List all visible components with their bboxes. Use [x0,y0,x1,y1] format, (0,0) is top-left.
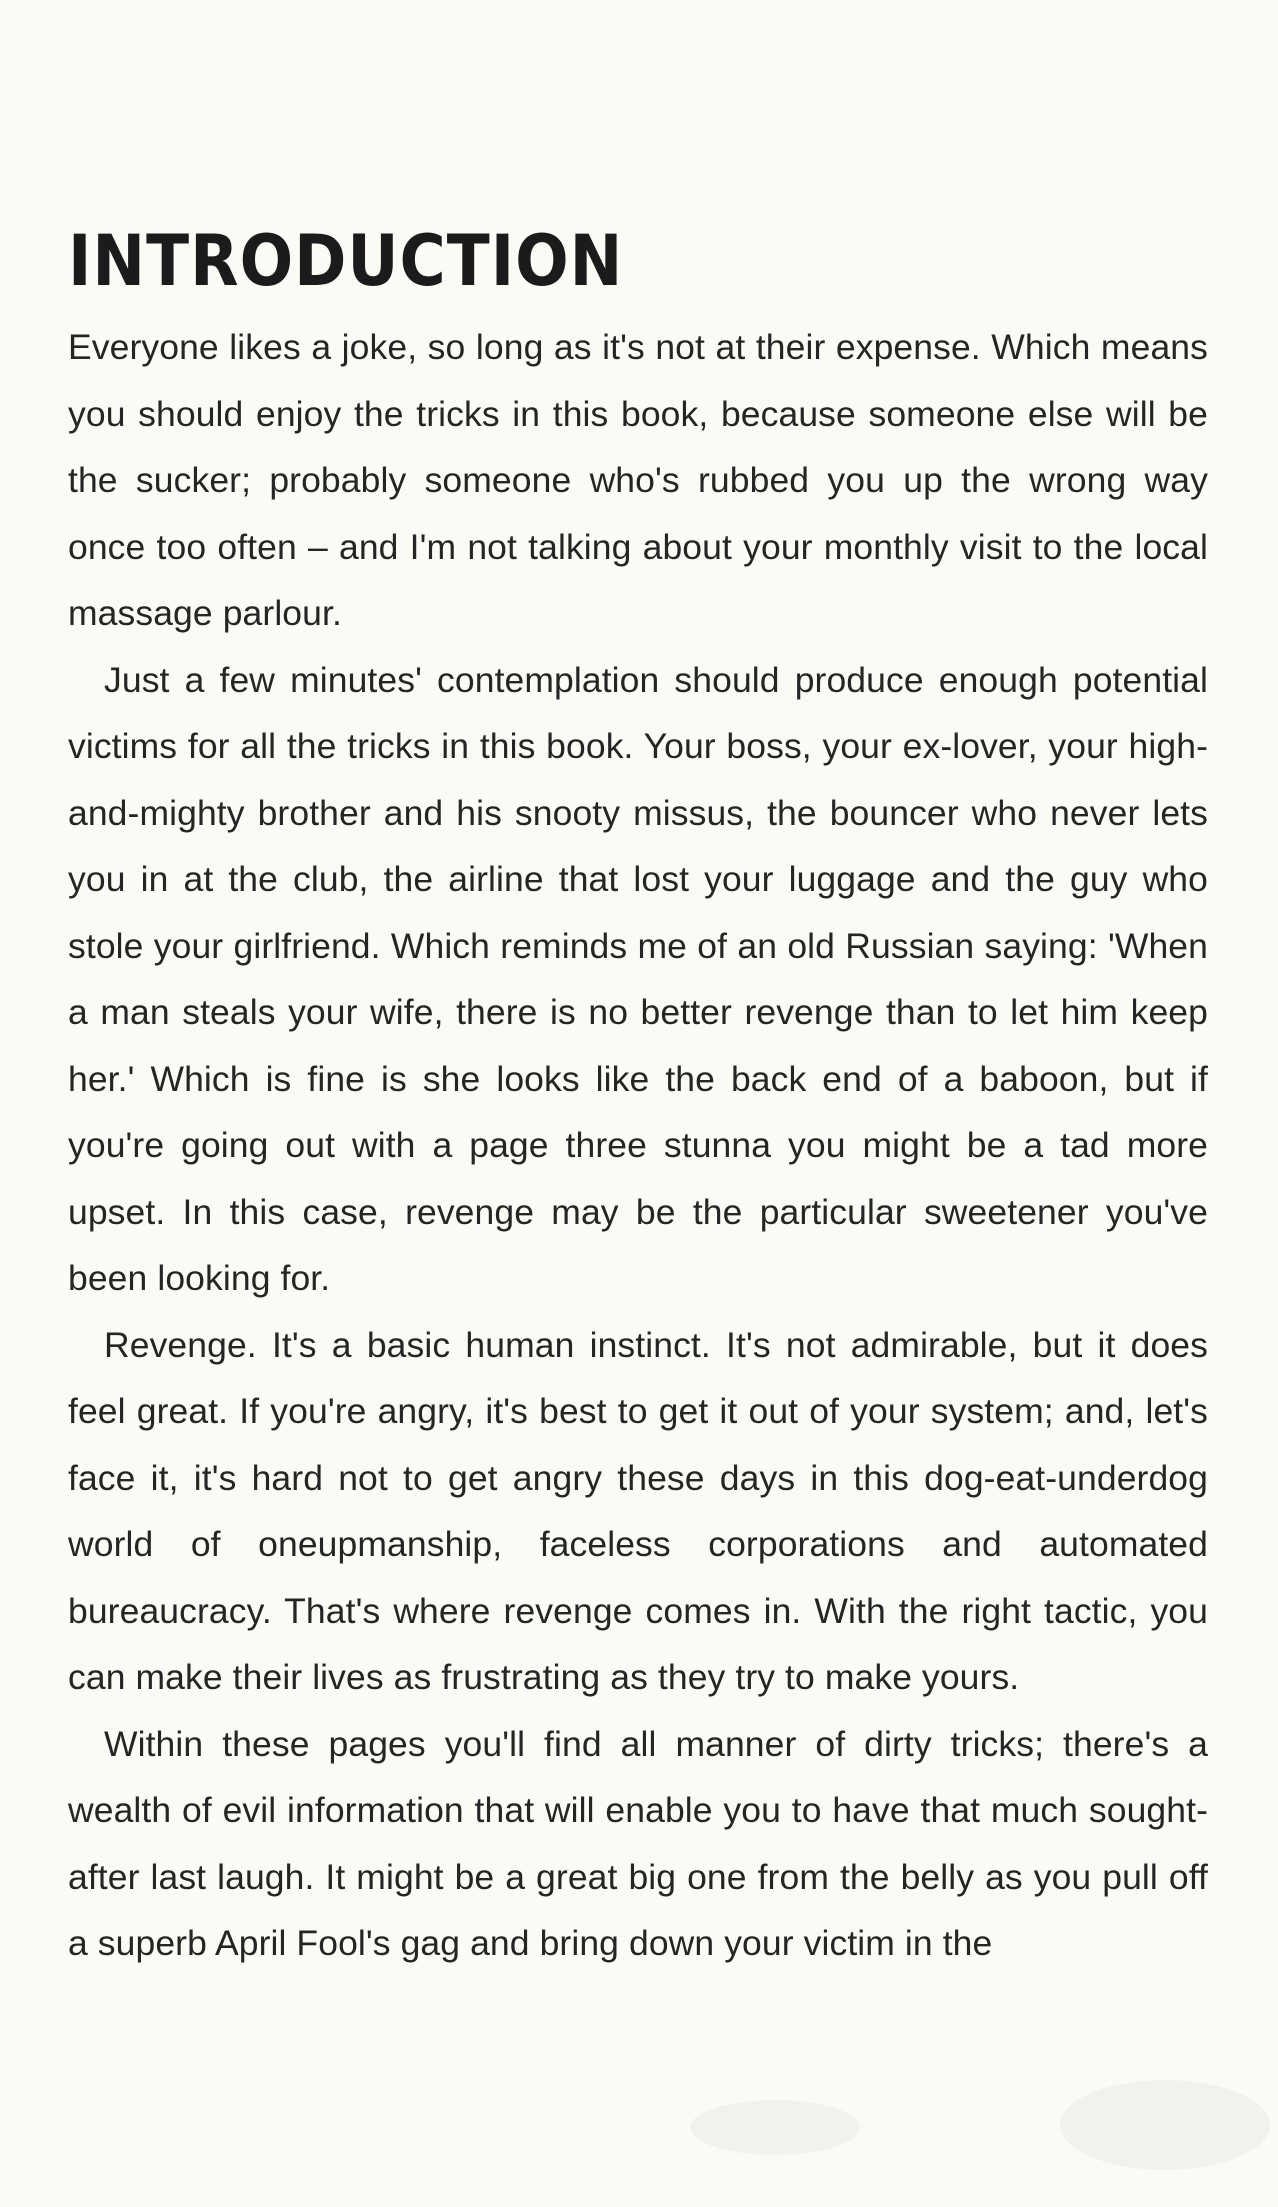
page-smudge [690,2100,860,2155]
paragraph: Everyone likes a joke, so long as it's not at their expense. Which means you should enjoy the tricks in this book, because someone else will be the sucker; probably someone who's rubbed you up the wrong way once too often – and I'm not talking about your monthly visit to the local massage parlour. [68,327,1208,633]
chapter-title: INTRODUCTION [68,220,624,302]
paragraph: Within these pages you'll find all manner of dirty tricks; there's a wealth of evil information that will enable you to have that much sought-after last laugh. It might be a great big one from the belly as you pull off a superb April Fool's gag and bring down your victim in the [68,1723,1208,1963]
page-smudge [1060,2080,1270,2170]
paragraph: Just a few minutes' contemplation should produce enough potential victims for all the tricks in this book. Your boss, your ex-lover, your high-and-mighty brother and his snooty missus, the bouncer who never lets you in at the club, the airline that lost your luggage and the guy who stole your girlfriend. Which reminds me of an old Russian saying: 'When a man steals your wife, there is no better revenge than to let him keep her.' Which is fine is she looks like the back end of a baboon, but if you're going out with a page three stunna you might be a tad more upset. In this case, revenge may be the particular sweetener you've been looking for. [68,659,1208,1298]
paragraph: Revenge. It's a basic human instinct. It's not admirable, but it does feel great. If you're angry, it's best to get it out of your system; and, let's face it, it's hard not to get angry these days in this dog-eat-underdog world of oneupmanship, faceless corporations and automated bureaucracy. That's where revenge comes in. With the right tactic, you can make their lives as frustrating as they try to make yours. [68,1324,1208,1697]
book-page [68,222,1208,1977]
